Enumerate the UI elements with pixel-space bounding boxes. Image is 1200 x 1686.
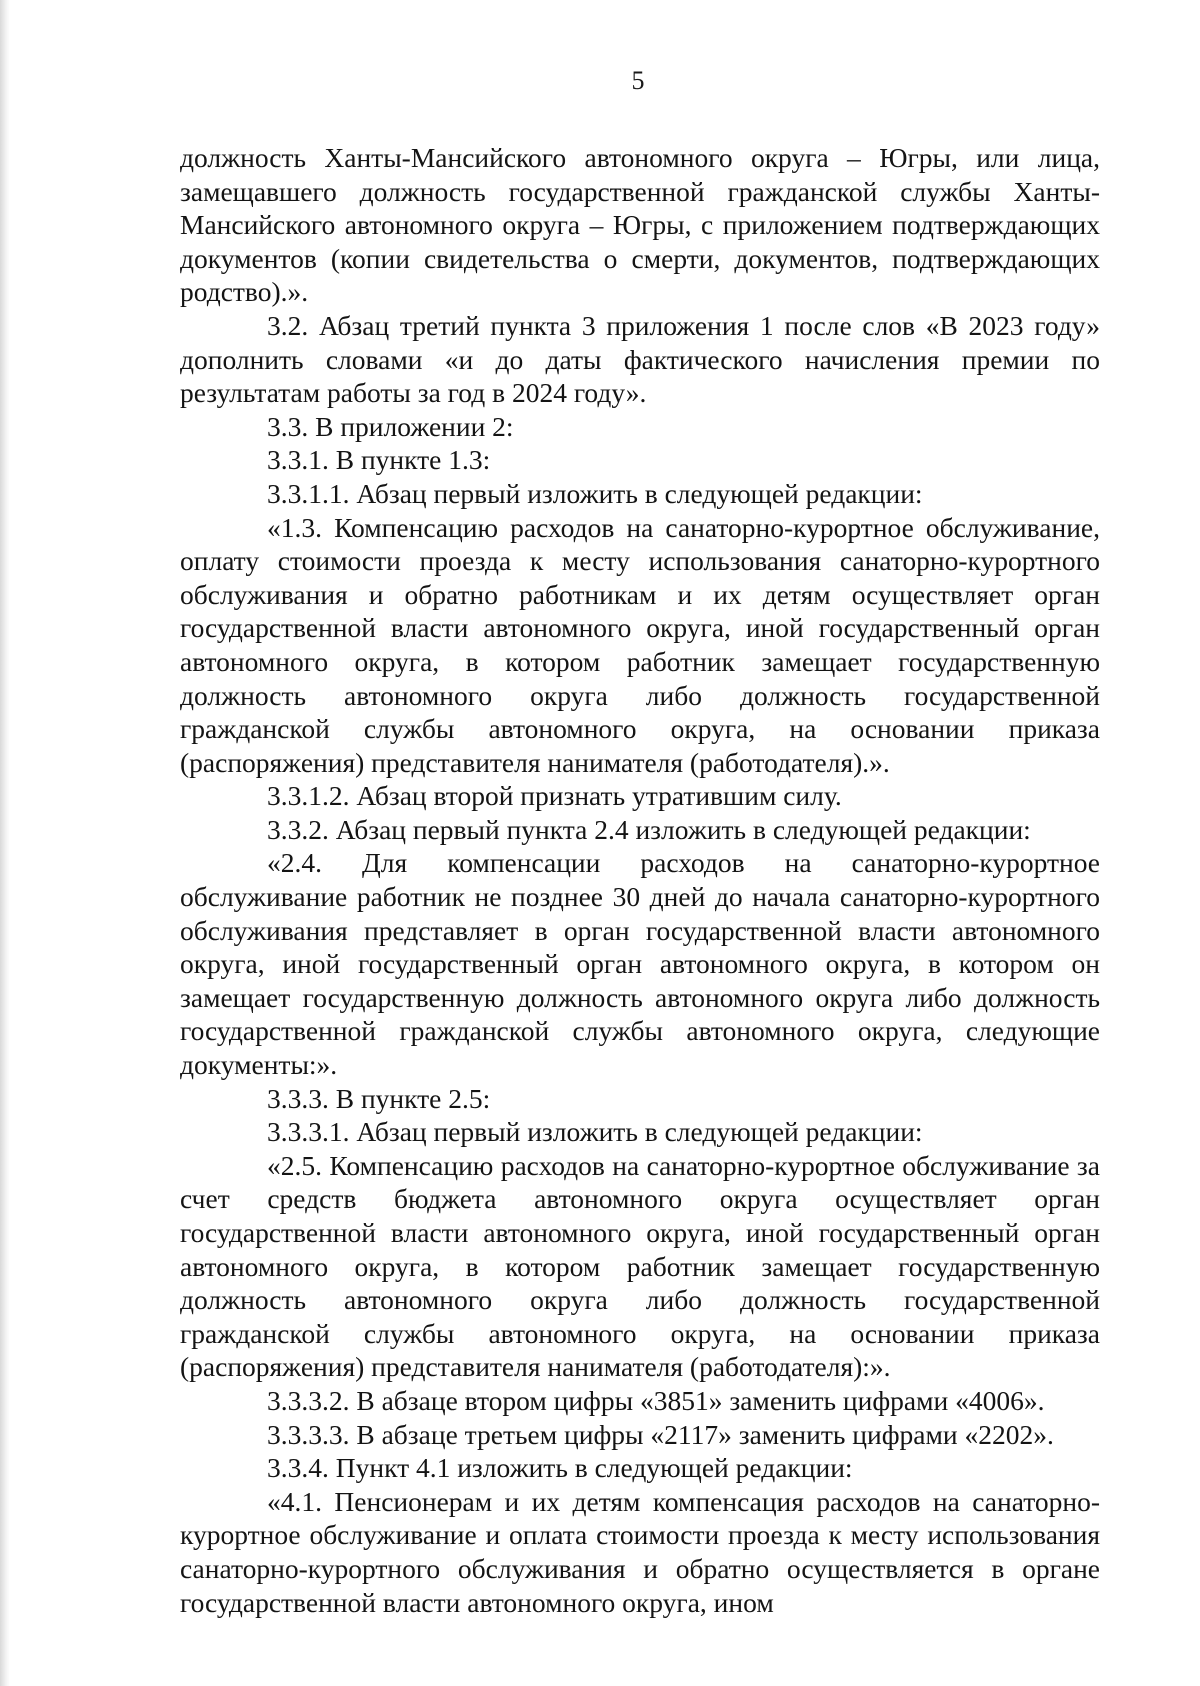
paragraph-1: должность Ханты-Мансийского автономного округа – Югры, или лица, замещавшего должность государственной гражданской службы Ханты-Мансийского автономного округа – Югры, с приложением подтверждающих документов (копии свидетельства о смерти, документов, подтверждающих родство).». xyxy=(180,142,1100,308)
paragraph-14: 3.3.3.3. В абзаце третьем цифры «2117» заменить цифрами «2202». xyxy=(267,1418,1054,1450)
paragraph-8: 3.3.2. Абзац первый пункта 2.4 изложить в следующей редакции: xyxy=(267,813,1031,845)
page-number: 5 xyxy=(631,66,645,95)
paragraph-9: «2.4. Для компенсации расходов на санаторно-курортное обслуживание работник не позднее 30 дней до начала санаторно-курортного обслуживания представляет в орган государственной власти автономного округа, иной государственный орган автономного округа, в котором он замещает государственную должность автономного округа либо должность государственной гражданской службы автономного округа, следующие документы:». xyxy=(180,847,1100,1081)
paragraph-6: «1.3. Компенсацию расходов на санаторно-курортное обслуживание, оплату стоимости проезда к месту использования санаторно-курортного обслуживания и обратно работникам и их детям осуществляет орган государственной власти автономного округа, иной государственный орган автономного округа, в котором работник замещает государственную должность автономного округа либо должность государственной гражданской службы автономного округа, на основании приказа (распоряжения) представителя нанимателя (работодателя).». xyxy=(180,511,1100,778)
paragraph-13: 3.3.3.2. В абзаце втором цифры «3851» заменить цифрами «4006». xyxy=(267,1384,1045,1416)
paragraph-10: 3.3.3. В пункте 2.5: xyxy=(267,1082,491,1114)
paragraph-5: 3.3.1.1. Абзац первый изложить в следующей редакции: xyxy=(267,477,923,509)
paragraph-2: 3.2. Абзац третий пункта 3 приложения 1 после слов «В 2023 году» дополнить словами «и до даты фактического начисления премии по результатам работы за год в 2024 году». xyxy=(180,309,1100,409)
paragraph-4: 3.3.1. В пункте 1.3: xyxy=(267,444,491,476)
paragraph-12: «2.5. Компенсацию расходов на санаторно-курортное обслуживание за счет средств бюджета автономного округа осуществляет орган государственной власти автономного округа, иной государственный орган автономного округа, в котором работник замещает государственную должность автономного округа либо должность государственной гражданской службы автономного округа, на основании приказа (распоряжения) представителя нанимателя (работодателя):». xyxy=(180,1149,1100,1383)
paragraph-3: 3.3. В приложении 2: xyxy=(267,410,514,442)
paragraph-15: 3.3.4. Пункт 4.1 изложить в следующей редакции: xyxy=(267,1452,853,1484)
paragraph-7: 3.3.1.2. Абзац второй признать утратившим силу. xyxy=(267,780,842,812)
paragraph-11: 3.3.3.1. Абзац первый изложить в следующей редакции: xyxy=(267,1116,923,1148)
paragraph-16: «4.1. Пенсионерам и их детям компенсация расходов на санаторно-курортное обслуживание и оплата стоимости проезда к месту использования санаторно-курортного обслуживания и обратно осуществляется в органе государственной власти автономного округа, ином xyxy=(180,1485,1100,1618)
scan-edge xyxy=(0,0,10,1686)
document-body xyxy=(180,141,1100,1619)
